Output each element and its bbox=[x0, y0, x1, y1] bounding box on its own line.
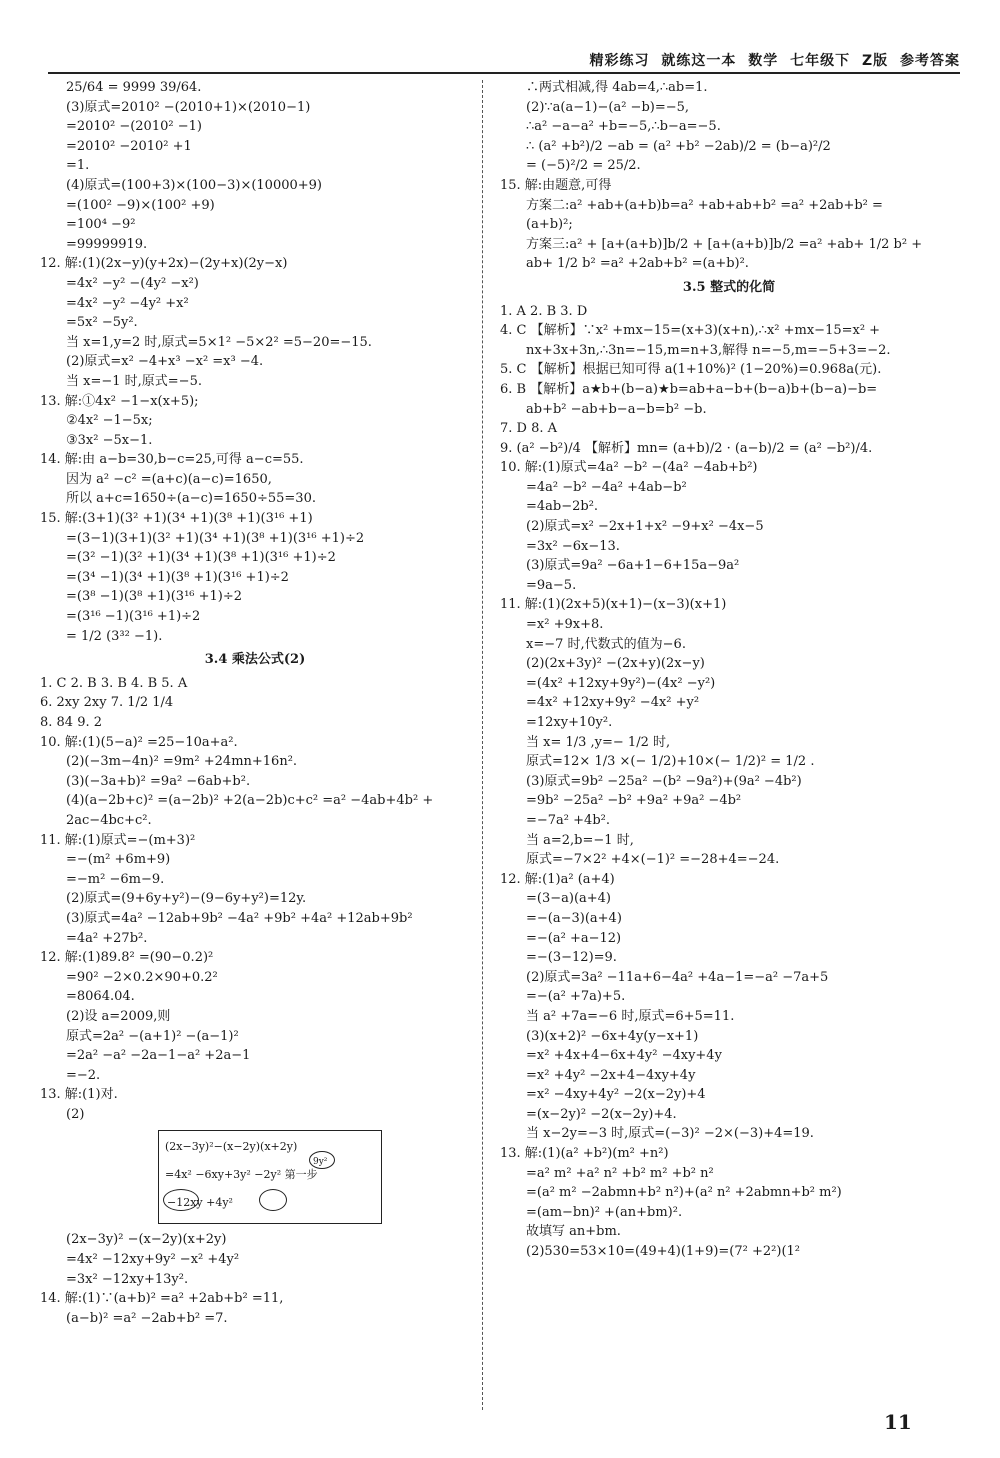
answer-line: =12xy+10y². bbox=[526, 715, 613, 730]
answer-line: (2) bbox=[66, 1106, 85, 1122]
answer-line: ②4x² −1−5x; bbox=[66, 413, 153, 429]
answer-line: =100⁴ −9² bbox=[66, 217, 136, 233]
answer-line: =4a² +27b². bbox=[66, 930, 148, 946]
answer-line: =(100² −9)×(100² +9) bbox=[66, 197, 215, 213]
answer-line: 1. C 2. B 3. B 4. B 5. A bbox=[40, 675, 188, 691]
answer-line: =x² −4xy+4y² −2(x−2y)+4 bbox=[526, 1087, 706, 1103]
answer-line: ∴两式相减,得 4ab=4,∴ab=1. bbox=[526, 80, 708, 95]
answer-line: =3x² −12xy+13y². bbox=[66, 1271, 189, 1287]
answer-line: 所以 a+c=1650÷(a−c)=1650÷55=30. bbox=[66, 491, 316, 507]
answer-line: ③3x² −5x−1. bbox=[66, 432, 153, 448]
answer-line: (3)原式=4a² −12ab+9b² −4a² +9b² +4a² +12ab+9b² bbox=[66, 910, 413, 926]
answer-line: 13. 解:(1)(a² +b²)(m² +n²) bbox=[500, 1146, 669, 1162]
answer-line: =(4x² +12xy+9y²)−(4x² −y²) bbox=[526, 675, 716, 691]
answer-line: =4a² −b² −4a² +4ab−b² bbox=[526, 479, 687, 495]
answer-line: =(3⁴ −1)(3⁴ +1)(3⁸ +1)(3¹⁶ +1)÷2 bbox=[66, 569, 289, 585]
answer-line: =(3⁸ −1)(3⁸ +1)(3¹⁶ +1)÷2 bbox=[66, 589, 243, 605]
answer-line: =x² +4y² −2x+4−4xy+4y bbox=[526, 1067, 696, 1083]
answer-line: 12. 解:(1)89.8² =(90−0.2)² bbox=[40, 950, 214, 966]
answer-line: =3x² −6x−13. bbox=[526, 538, 620, 554]
answer-line: =2a² −a² −2a−1−a² +2a−1 bbox=[66, 1048, 251, 1064]
answer-line: 当 x=−1 时,原式=−5. bbox=[66, 373, 202, 389]
answer-line: 7. D 8. A bbox=[500, 421, 558, 437]
answer-line: 因为 a² −c² =(a+c)(a−c)=1650, bbox=[66, 471, 272, 487]
answer-line: =2010² −(2010² −1) bbox=[66, 119, 202, 135]
answer-line: =4ab−2b². bbox=[526, 499, 599, 515]
answer-line: =5x² −5y². bbox=[66, 315, 138, 331]
page-header bbox=[48, 40, 960, 74]
header-title: 精彩练习 就练这一本 数学 七年级下 Z版 参考答案 bbox=[589, 53, 960, 69]
answer-line: 12. 解:(1)a² (a+4) bbox=[500, 871, 615, 887]
answer-line: 原式=2a² −(a+1)² −(a−1)² bbox=[66, 1028, 239, 1044]
answer-line: 当 a=2,b=−1 时, bbox=[526, 832, 634, 848]
answer-line: =4x² −y² −4y² +x² bbox=[66, 295, 189, 311]
answer-line: = (−5)²/2 = 25/2. bbox=[526, 158, 641, 174]
answer-line: ab+ 1/2 b² =a² +2ab+b² =(a+b)². bbox=[526, 256, 749, 272]
answer-line: (2)∵a(a−1)−(a² −b)=−5, bbox=[526, 99, 690, 115]
answer-line: 1. A 2. B 3. D bbox=[500, 303, 588, 319]
right-column bbox=[500, 78, 958, 1262]
answer-line: 12. 解:(1)(2x−y)(y+2x)−(2y+x)(2y−x) bbox=[40, 256, 288, 272]
answer-line: (2)原式=x² −2x+1+x² −9+x² −4x−5 bbox=[526, 519, 764, 535]
answer-line: 4. C 【解析】∵x² +mx−15=(x+3)(x+n),∴x² +mx−15=x² + bbox=[500, 323, 881, 339]
answer-line: =1. bbox=[66, 158, 90, 174]
answer-line: 25/64 = 9999 39/64. bbox=[66, 80, 202, 95]
answer-line: =(x−2y)² −2(x−2y)+4. bbox=[526, 1106, 677, 1122]
answer-line: =90² −2×0.2×90+0.2² bbox=[66, 969, 218, 985]
answer-line: ∴ (a² +b²)/2 −ab = (a² +b² −2ab)/2 = (b−a)²/2 bbox=[526, 138, 831, 154]
answer-line: 13. 解:①4x² −1−x(x+5); bbox=[40, 393, 199, 409]
step-diagram bbox=[158, 1130, 382, 1224]
answer-line: =x² +4x+4−6x+4y² −4xy+4y bbox=[526, 1048, 722, 1064]
answer-line: (a+b)²; bbox=[526, 217, 573, 233]
answer-line: (2)530=53×10=(49+4)(1+9)=(7² +2²)(1² bbox=[526, 1244, 800, 1260]
answer-line: =(3−a)(a+4) bbox=[526, 891, 612, 907]
answer-line: 当 x=1,y=2 时,原式=5×1² −5×2² =5−20=−15. bbox=[66, 334, 372, 350]
answer-line: =(3−1)(3+1)(3² +1)(3⁴ +1)(3⁸ +1)(3¹⁶ +1)÷2 bbox=[66, 530, 365, 546]
answer-line: 15. 解:(3+1)(3² +1)(3⁴ +1)(3⁸ +1)(3¹⁶ +1) bbox=[40, 511, 313, 527]
answer-line: (2)(−3m−4n)² =9m² +24mn+16n². bbox=[66, 754, 298, 770]
answer-line: 14. 解:由 a−b=30,b−c=25,可得 a−c=55. bbox=[40, 452, 304, 468]
answer-line: =(a² m² −2abmn+b² n²)+(a² n² +2abmn+b² m²) bbox=[526, 1185, 842, 1201]
answer-line: ab+b² −ab+b−a−b=b² −b. bbox=[526, 401, 707, 417]
watermark-logo bbox=[830, 1400, 980, 1454]
answer-line: =9a−5. bbox=[526, 577, 577, 593]
answer-line: =4x² −y² −(4y² −x²) bbox=[66, 275, 199, 291]
answer-line: (4)原式=(100+3)×(100−3)×(10000+9) bbox=[66, 177, 322, 193]
answer-line: 14. 解:(1)∵(a+b)² =a² +2ab+b² =11, bbox=[40, 1291, 284, 1307]
answer-line: (2x−3y)² −(x−2y)(x+2y) bbox=[66, 1232, 227, 1248]
answer-line: (3)原式=9b² −25a² −(b² −9a²)+(9a² −4b²) bbox=[526, 773, 802, 789]
answer-line: =(3¹⁶ −1)(3¹⁶ +1)÷2 bbox=[66, 609, 201, 625]
answer-line: =4x² −12xy+9y² −x² +4y² bbox=[66, 1252, 240, 1268]
answer-line: =−2. bbox=[66, 1067, 101, 1083]
section-title-3-4: 3.4 乘法公式(2) bbox=[204, 652, 306, 668]
answer-line: 当 a² +7a=−6 时,原式=6+5=11. bbox=[526, 1008, 735, 1024]
answer-line: =9b² −25a² −b² +9a² +9a² −4b² bbox=[526, 793, 742, 809]
left-column bbox=[40, 78, 470, 1328]
answer-line: (2)原式=3a² −11a+6−4a² +4a−1=−a² −7a+5 bbox=[526, 969, 829, 985]
answer-line: 11. 解:(1)原式=−(m+3)² bbox=[40, 832, 196, 848]
answer-line: =−(a−3)(a+4) bbox=[526, 910, 622, 926]
section-title-3-5: 3.5 整式的化简 bbox=[682, 279, 776, 295]
answer-line: 方案三:a² + [a+(a+b)]b/2 + [a+(a+b)]b/2 =a² +ab+ 1/2 b² + bbox=[526, 236, 923, 252]
answer-line: = 1/2 (3³² −1). bbox=[66, 628, 163, 644]
answer-line: 8. 84 9. 2 bbox=[40, 715, 103, 730]
answer-line: 10. 解:(1)原式=4a² −b² −(4a² −4ab+b²) bbox=[500, 460, 758, 476]
answer-line: =99999919. bbox=[66, 236, 148, 252]
answer-line: =4x² +12xy+9y² −4x² +y² bbox=[526, 695, 700, 711]
answer-line: =(am−bn)² +(an+bm)². bbox=[526, 1204, 683, 1220]
answer-line: =−(3−12)=9. bbox=[526, 950, 617, 966]
answer-line: 6. B 【解析】a★b+(b−a)★b=ab+a−b+(b−a)b+(b−a)−b= bbox=[500, 381, 878, 397]
answer-line: 原式=−7×2² +4×(−1)² =−28+4=−24. bbox=[526, 852, 780, 868]
answer-line: 原式=12× 1/3 ×(− 1/2)+10×(− 1/2)² = 1/2 . bbox=[526, 754, 815, 770]
answer-line: =−(a² +7a)+5. bbox=[526, 989, 626, 1005]
answer-line: 10. 解:(1)(5−a)² =25−10a+a². bbox=[40, 734, 238, 750]
answer-line: 2ac−4bc+c². bbox=[66, 812, 152, 828]
answer-line: (a−b)² =a² −2ab+b² =7. bbox=[66, 1310, 228, 1326]
answer-line: (2)原式=(9+6y+y²)−(9−6y+y²)=12y. bbox=[66, 891, 307, 907]
answer-line: (3)(x+2)² −6x+4y(y−x+1) bbox=[526, 1028, 699, 1044]
answer-line: 9. (a² −b²)/4 【解析】mn= (a+b)/2 · (a−b)/2 = (a² −b²)/4. bbox=[500, 440, 873, 456]
answer-line: (2)设 a=2009,则 bbox=[66, 1008, 171, 1024]
answer-line: (3)(−3a+b)² =9a² −6ab+b². bbox=[66, 773, 251, 789]
answer-line: 13. 解:(1)对. bbox=[40, 1087, 118, 1103]
answer-line: nx+3x+3n,∴3n=−15,m=n+3,解得 n=−5,m=−5+3=−2. bbox=[526, 342, 891, 358]
diagram-line-3: −12xy +4y² bbox=[167, 1196, 233, 1210]
answer-line: 6. 2xy 2xy 7. 1/2 1/4 bbox=[40, 695, 174, 711]
answer-line: =−m² −6m−9. bbox=[66, 871, 165, 887]
answer-line: (2)原式=x² −4+x³ −x² =x³ −4. bbox=[66, 354, 264, 370]
answer-line: =8064.04. bbox=[66, 989, 135, 1005]
diagram-circle-9y2: 9y² bbox=[309, 1151, 335, 1169]
column-divider bbox=[482, 80, 483, 1410]
answer-line: ∴a² −a−a² +b=−5,∴b−a=−5. bbox=[526, 119, 721, 135]
diagram-line-2: =4x² −6xy+3y² −2y² 第一步 bbox=[165, 1168, 318, 1182]
answer-line: =2010² −2010² +1 bbox=[66, 138, 192, 154]
diagram-line-1: (2x−3y)²−(x−2y)(x+2y) bbox=[165, 1140, 298, 1154]
answer-line: (4)(a−2b+c)² =(a−2b)² +2(a−2b)c+c² =a² −4ab+4b² + bbox=[66, 793, 434, 809]
answer-line: =−(m² +6m+9) bbox=[66, 852, 171, 868]
page-number: 11 bbox=[884, 1410, 912, 1434]
answer-line: (2)(2x+3y)² −(2x+y)(2x−y) bbox=[526, 656, 705, 672]
answer-line: 方案二:a² +ab+(a+b)b=a² +ab+ab+b² =a² +2ab+b² = bbox=[526, 197, 883, 213]
answer-line: 故填写 an+bm. bbox=[526, 1224, 621, 1240]
answer-line: 11. 解:(1)(2x+5)(x+1)−(x−3)(x+1) bbox=[500, 597, 727, 613]
answer-line: x=−7 时,代数式的值为−6. bbox=[526, 636, 686, 652]
answer-line: (3)原式=9a² −6a+1−6+15a−9a² bbox=[526, 558, 740, 574]
answer-line: 5. C 【解析】根据已知可得 a(1+10%)² (1−20%)=0.968a(元). bbox=[500, 362, 882, 378]
answer-line: =−7a² +4b². bbox=[526, 812, 610, 828]
answer-line: =−(a² +a−12) bbox=[526, 930, 622, 946]
answer-line: =x² +9x+8. bbox=[526, 617, 604, 633]
diagram-circle-b bbox=[259, 1189, 287, 1211]
answer-line: 15. 解:由题意,可得 bbox=[500, 177, 612, 193]
answer-line: =a² m² +a² n² +b² m² +b² n² bbox=[526, 1165, 714, 1181]
answer-line: 当 x= 1/3 ,y=− 1/2 时, bbox=[526, 734, 671, 750]
answer-line: =(3² −1)(3² +1)(3⁴ +1)(3⁸ +1)(3¹⁶ +1)÷2 bbox=[66, 550, 336, 566]
answer-line: 当 x−2y=−3 时,原式=(−3)² −2×(−3)+4=19. bbox=[526, 1126, 814, 1142]
answer-line: (3)原式=2010² −(2010+1)×(2010−1) bbox=[66, 99, 311, 115]
